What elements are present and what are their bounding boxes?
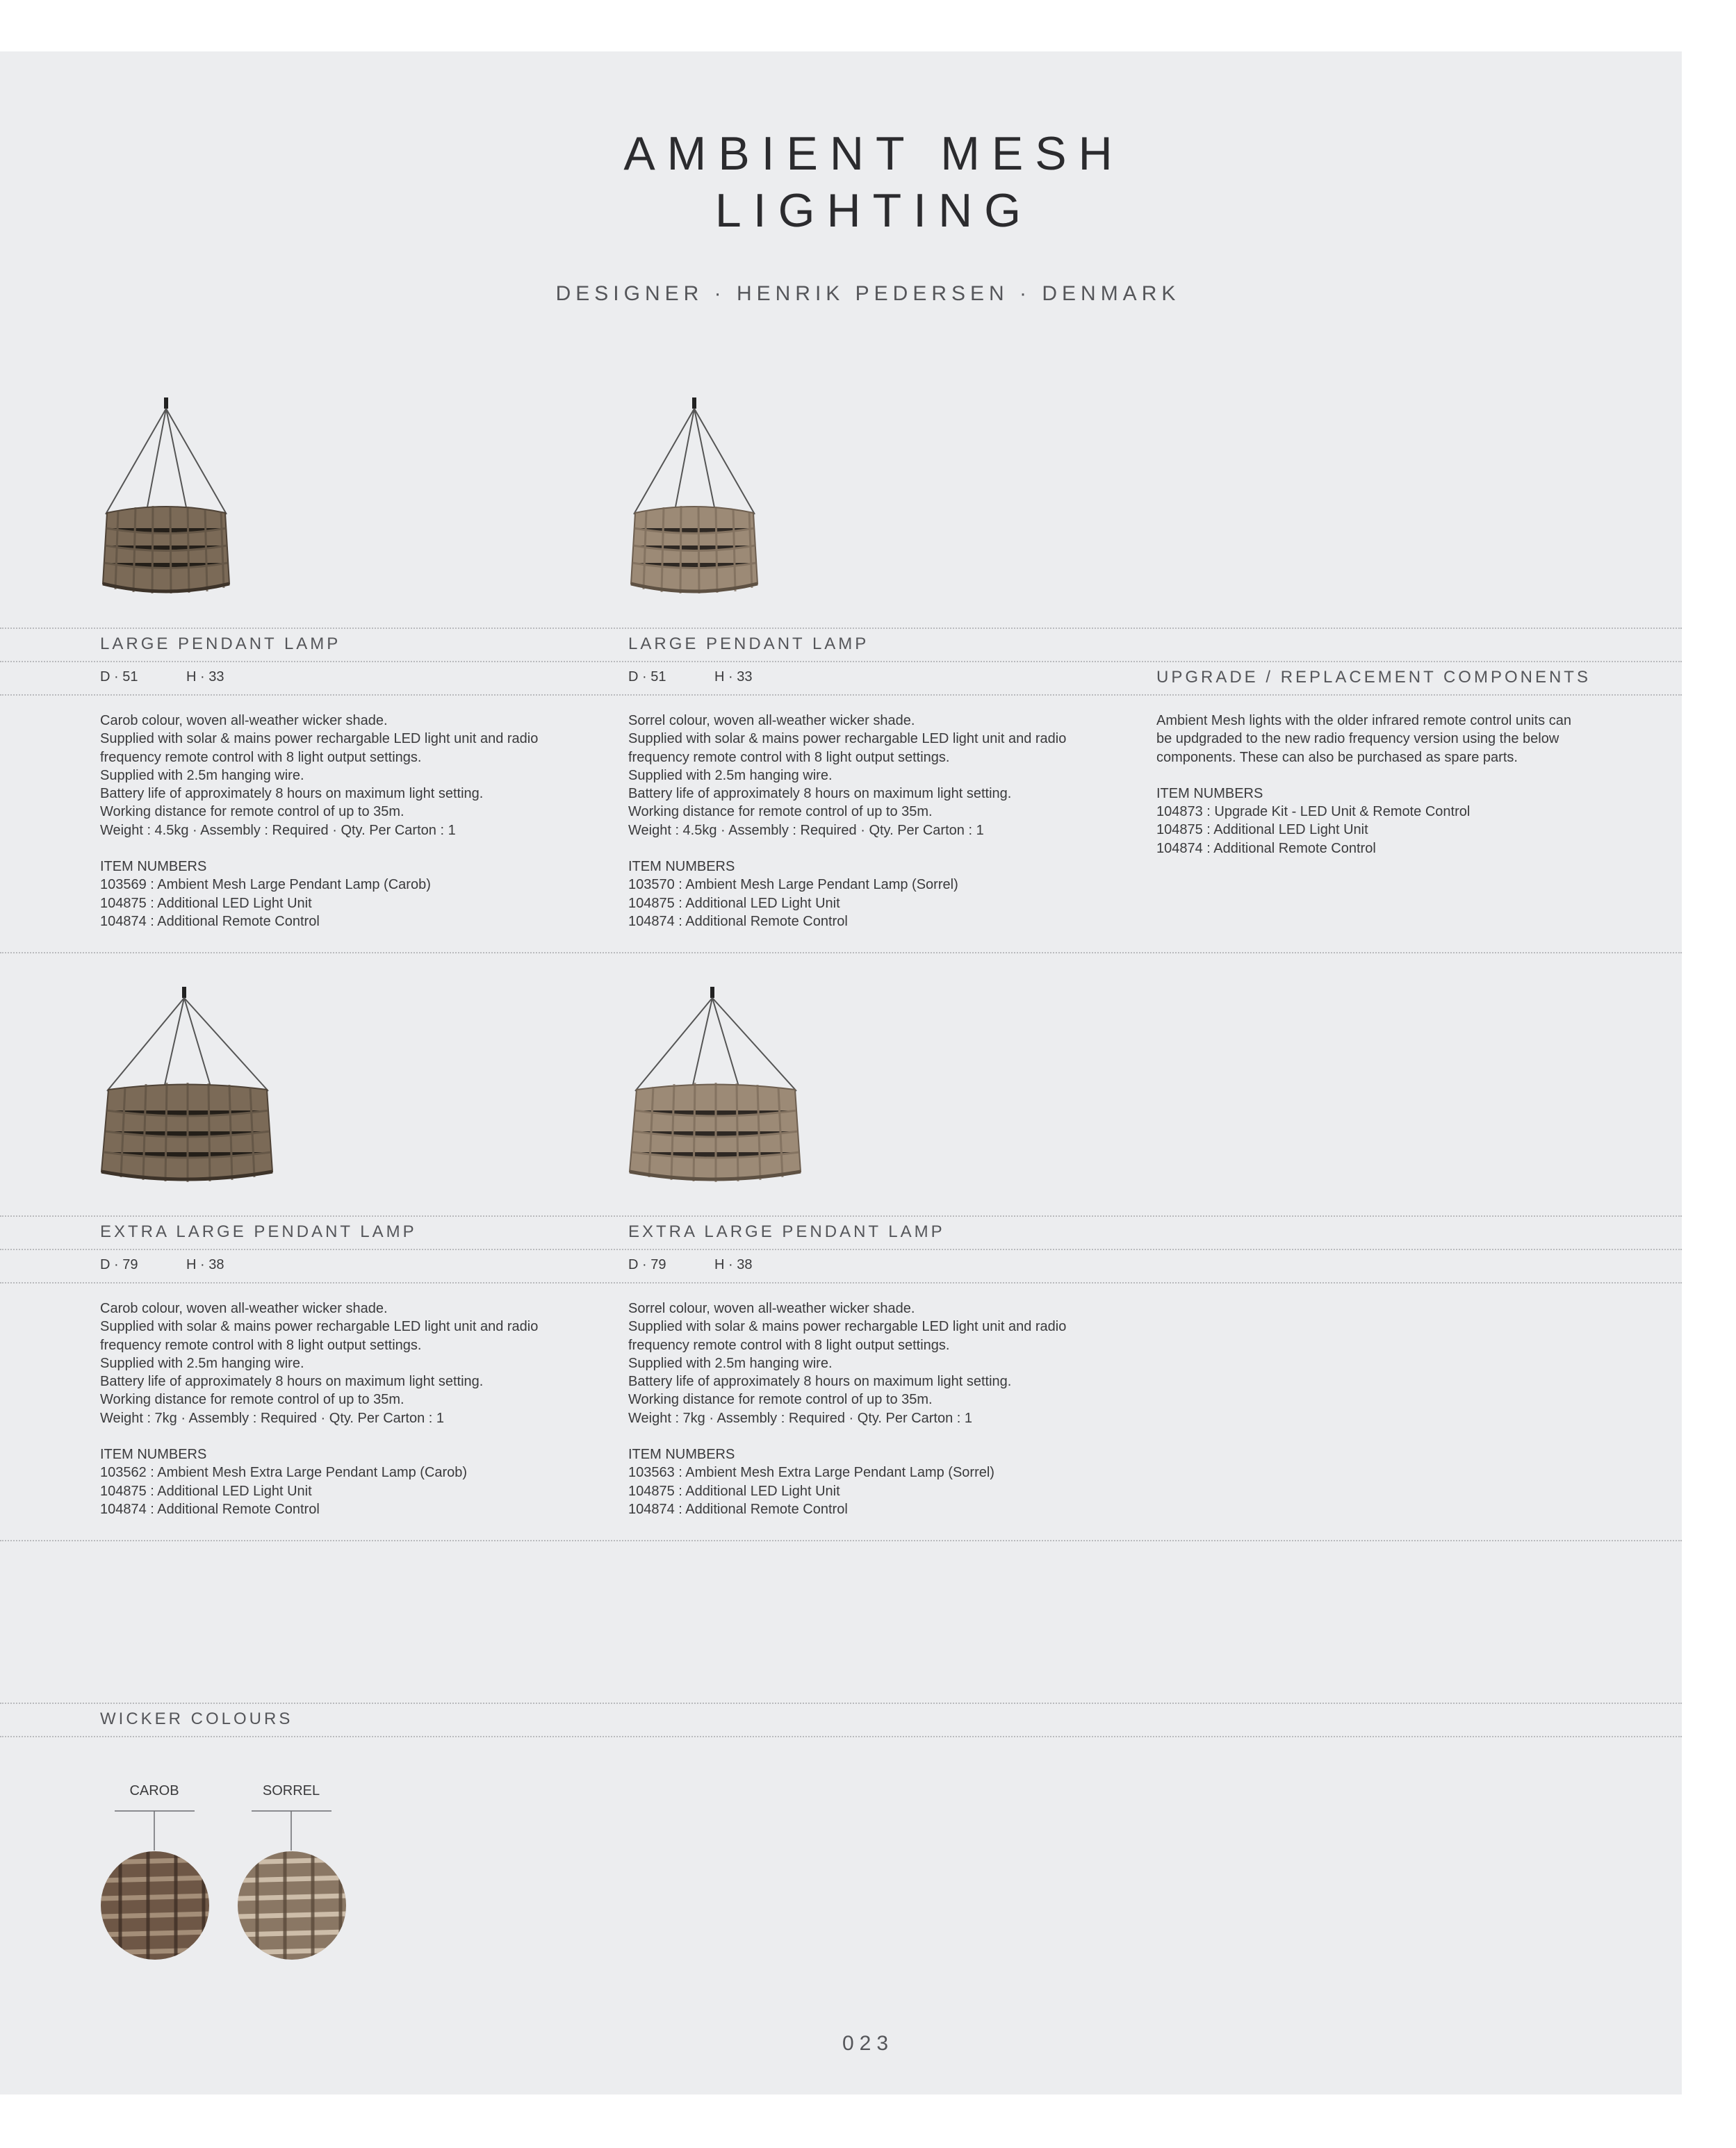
item-number: 104875 : Additional LED Light Unit: [100, 1483, 312, 1499]
product-title: LARGE PENDANT LAMP: [628, 634, 869, 653]
swatch-connector-sorrel: [252, 1810, 335, 1852]
divider: [0, 1215, 1682, 1217]
desc-line: Supplied with 2.5m hanging wire.: [100, 767, 304, 783]
divider: [0, 1736, 1682, 1737]
lamp-image-large-sorrel: [625, 396, 764, 598]
desc-line: Supplied with 2.5m hanging wire.: [100, 1355, 304, 1371]
desc-line: Sorrel colour, woven all-weather wicker shade.: [628, 1301, 915, 1316]
desc-line: Weight : 4.5kg · Assembly : Required · Qty. Per Carton : 1: [100, 822, 456, 838]
divider: [0, 1703, 1682, 1704]
desc-line: Carob colour, woven all-weather wicker shade.: [100, 713, 388, 728]
height-value: H · 33: [714, 669, 753, 684]
item-number: 103570 : Ambient Mesh Large Pendant Lamp (Sorrel): [628, 877, 958, 893]
desc-line: frequency remote control with 8 light output settings.: [628, 749, 950, 765]
title-line-2: LIGHTING: [714, 184, 1033, 237]
designer-line: DESIGNER · HENRIK PEDERSEN · DENMARK: [555, 282, 1181, 305]
divider: [0, 661, 1682, 662]
desc-line: Working distance for remote control of up to 35m.: [628, 1392, 933, 1408]
desc-line: Sorrel colour, woven all-weather wicker shade.: [628, 713, 915, 728]
product-dimensions: [100, 669, 224, 685]
product-title: LARGE PENDANT LAMP: [100, 634, 341, 653]
item-number: 104874 : Additional Remote Control: [100, 913, 320, 929]
desc-line: Supplied with 2.5m hanging wire.: [628, 1355, 833, 1371]
desc-line: frequency remote control with 8 light output settings.: [100, 749, 422, 765]
divider: [0, 1282, 1682, 1284]
item-number: 104875 : Additional LED Light Unit: [1156, 822, 1368, 838]
desc-line: Battery life of approximately 8 hours on maximum light setting.: [100, 1374, 484, 1390]
desc-line: Weight : 7kg · Assembly : Required · Qty. Per Carton : 1: [628, 1410, 973, 1426]
item-number: 104874 : Additional Remote Control: [1156, 840, 1376, 856]
item-number: 104874 : Additional Remote Control: [628, 913, 848, 929]
desc-line: frequency remote control with 8 light output settings.: [100, 1337, 422, 1353]
upgrade-title: UPGRADE / REPLACEMENT COMPONENTS: [1156, 668, 1591, 687]
desc-line: Battery life of approximately 8 hours on maximum light setting.: [628, 786, 1012, 802]
product-dimensions: [628, 1257, 752, 1273]
title-line-1: AMBIENT MESH: [623, 127, 1124, 180]
product-description: [100, 1300, 600, 1518]
swatch-label-sorrel: SORREL: [262, 1783, 320, 1798]
height-value: H · 38: [186, 1257, 224, 1272]
desc-line: Supplied with solar & mains power rechargable LED light unit and radio: [628, 731, 1067, 747]
product-description: [628, 712, 1129, 930]
swatch-sorrel: [236, 1850, 347, 1961]
swatch-connector-carob: [115, 1810, 198, 1852]
swatch-carob: [99, 1850, 211, 1961]
desc-line: Supplied with solar & mains power rechargable LED light unit and radio: [100, 1319, 539, 1335]
product-dimensions: [100, 1257, 224, 1273]
product-description: [100, 712, 600, 930]
product-title: EXTRA LARGE PENDANT LAMP: [628, 1222, 945, 1241]
divider: [0, 1540, 1682, 1541]
page-title: [0, 125, 1736, 239]
product-description: [628, 1300, 1129, 1518]
lamp-image-large-carob: [97, 396, 236, 598]
diameter-value: D · 79: [100, 1257, 138, 1272]
item-number: 103569 : Ambient Mesh Large Pendant Lamp (Carob): [100, 877, 431, 893]
item-number: 104874 : Additional Remote Control: [628, 1501, 848, 1517]
lamp-image-xl-sorrel: [625, 985, 806, 1187]
desc-line: Supplied with solar & mains power rechargable LED light unit and radio: [100, 731, 539, 747]
swatch-label-carob: CAROB: [129, 1783, 179, 1798]
upgrade-description: [1156, 712, 1657, 858]
desc-line: Weight : 7kg · Assembly : Required · Qty. Per Carton : 1: [100, 1410, 445, 1426]
item-number: 104873 : Upgrade Kit - LED Unit & Remote Control: [1156, 804, 1471, 820]
desc-line: Working distance for remote control of up to 35m.: [100, 1392, 404, 1408]
item-number: 104875 : Additional LED Light Unit: [628, 895, 840, 911]
page-number: 023: [842, 2032, 894, 2055]
wicker-colours-title: WICKER COLOURS: [100, 1710, 293, 1728]
desc-line: Carob colour, woven all-weather wicker shade.: [100, 1301, 388, 1316]
divider: [0, 628, 1682, 629]
desc-line: Working distance for remote control of up to 35m.: [100, 804, 404, 820]
lamp-image-xl-carob: [97, 985, 278, 1187]
product-dimensions: [628, 669, 752, 685]
product-title: EXTRA LARGE PENDANT LAMP: [100, 1222, 417, 1241]
height-value: H · 38: [714, 1257, 753, 1272]
desc-line: frequency remote control with 8 light output settings.: [628, 1337, 950, 1353]
desc-line: Battery life of approximately 8 hours on maximum light setting.: [100, 786, 484, 802]
desc-line: Ambient Mesh lights with the older infrared remote control units can: [1156, 713, 1571, 728]
item-numbers-heading: ITEM NUMBERS: [1156, 785, 1263, 801]
diameter-value: D · 51: [628, 669, 666, 684]
item-numbers-heading: ITEM NUMBERS: [100, 1447, 207, 1463]
desc-line: Supplied with 2.5m hanging wire.: [628, 767, 833, 783]
desc-line: be updgraded to the new radio frequency version using the below: [1156, 731, 1559, 747]
item-numbers-heading: ITEM NUMBERS: [628, 1447, 735, 1463]
item-number: 104874 : Additional Remote Control: [100, 1501, 320, 1517]
desc-line: components. These can also be purchased as spare parts.: [1156, 749, 1518, 765]
item-number: 103563 : Ambient Mesh Extra Large Pendant Lamp (Sorrel): [628, 1465, 994, 1481]
desc-line: Battery life of approximately 8 hours on maximum light setting.: [628, 1374, 1012, 1390]
desc-line: Supplied with solar & mains power rechargable LED light unit and radio: [628, 1319, 1067, 1335]
desc-line: Working distance for remote control of up to 35m.: [628, 804, 933, 820]
item-numbers-heading: ITEM NUMBERS: [100, 859, 207, 875]
item-numbers-heading: ITEM NUMBERS: [628, 859, 735, 875]
desc-line: Weight : 4.5kg · Assembly : Required · Qty. Per Carton : 1: [628, 822, 984, 838]
diameter-value: D · 51: [100, 669, 138, 684]
diameter-value: D · 79: [628, 1257, 666, 1272]
item-number: 104875 : Additional LED Light Unit: [100, 895, 312, 911]
divider: [0, 694, 1682, 696]
item-number: 104875 : Additional LED Light Unit: [628, 1483, 840, 1499]
height-value: H · 33: [186, 669, 224, 684]
item-number: 103562 : Ambient Mesh Extra Large Pendant Lamp (Carob): [100, 1465, 468, 1481]
divider: [0, 952, 1682, 953]
divider: [0, 1249, 1682, 1250]
